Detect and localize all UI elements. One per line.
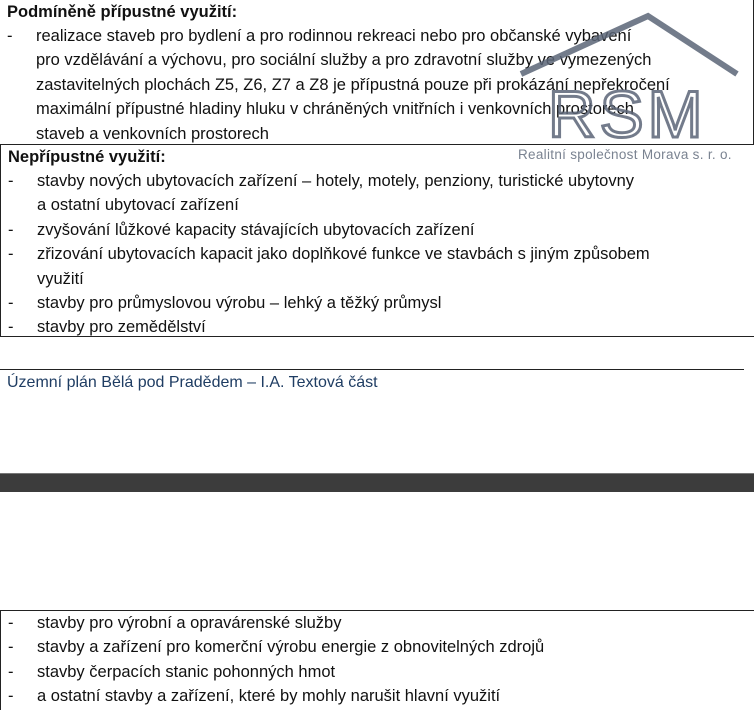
list-item-line: zvyšování lůžkové kapacity stávajících ubytovacích zařízení [37,220,475,239]
bullet-dash: - [7,27,13,45]
bullet-dash: - [8,294,14,313]
bullet-dash: - [8,245,14,264]
bullet-dash: - [8,614,14,632]
list-item-line: staveb a venkovních prostorech [36,124,269,143]
conditional-use-title: Podmíněně přípustné využití: [7,3,238,21]
conditional-use-box [0,0,754,145]
bullet-dash: - [8,638,14,657]
bullet-dash: - [8,318,14,337]
logo-text: RSM [548,77,707,151]
page-break-bar [0,473,754,492]
footer-divider [0,369,744,370]
list-item [1,660,754,684]
list-item-line: stavby pro zemědělství [37,318,206,337]
list-item [1,611,754,635]
bullet-dash: - [8,687,14,706]
list-item [0,24,753,146]
list-item [1,218,754,242]
list-item-line: a ostatní ubytovací zařízení [37,196,239,215]
list-item-line: stavby pro průmyslovou výrobu – lehký a těžký průmysl [37,294,442,313]
bullet-dash: - [8,220,14,239]
list-item [1,684,754,708]
bullet-dash: - [8,172,14,190]
list-item [1,291,754,315]
bullet-dash: - [8,662,14,681]
watermark-company-name: Realitní společnost Morava s. r. o. [518,147,732,162]
prohibited-use-box [0,145,754,337]
list-item [1,169,754,218]
list-item-line: a ostatní stavby a zařízení, které by mohly narušit hlavní využití [37,687,501,706]
list-item [1,635,754,659]
prohibited-use-continued-box [0,610,754,710]
list-item-line: maximální přípustné hladiny hluku v chráněných vnitřních i venkovních prostorech [36,100,634,119]
prohibited-use-title: Nepřípustné využití: [8,148,166,166]
list-item-line: stavby pro výrobní a opravárenské služby [37,614,342,632]
list-item-line: využití [37,269,84,288]
list-item-line: stavby čerpacích stanic pohonných hmot [37,662,336,681]
list-item-line: stavby nových ubytovacích zařízení – hotely, motely, penziony, turistické ubytovny [37,172,635,190]
list-item [1,315,754,339]
list-item-line: zastavitelných plochách Z5, Z6, Z7 a Z8 je přípustná pouze při prokázání nepřekročení [36,75,670,94]
list-item-line: zřizování ubytovacích kapacit jako doplňkové funkce ve stavbách s jiným způsobem [37,245,650,264]
list-item-line: stavby a zařízení pro komerční výrobu energie z obnovitelných zdrojů [37,638,545,657]
list-item-line: pro vzdělávání a výchovu, pro sociální služby a pro zdravotní služby ve vymezených [36,51,652,70]
list-item [1,242,754,291]
page-footer: Územní plán Bělá pod Pradědem – I.A. Textová část [7,374,378,391]
list-item-line: realizace staveb pro bydlení a pro rodinnou rekreaci nebo pro občanské vybavení [36,27,632,45]
